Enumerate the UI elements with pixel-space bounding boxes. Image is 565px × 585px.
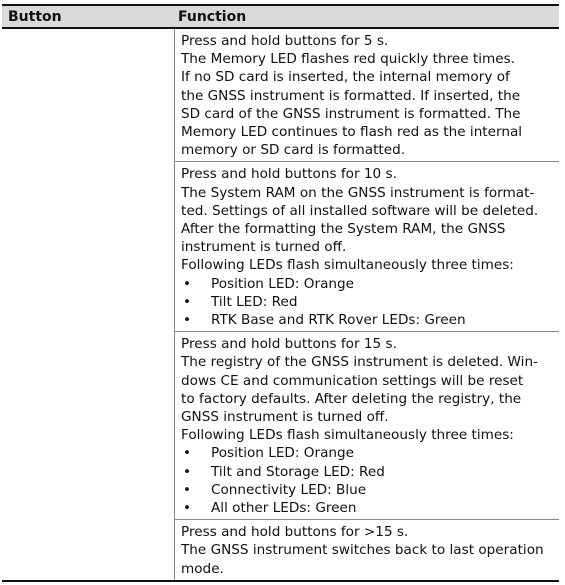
led-bullet-list <box>181 275 555 330</box>
table-row <box>175 162 559 332</box>
function-text-line: The System RAM on the GNSS instrument is format- <box>181 184 535 201</box>
table-row <box>175 520 559 580</box>
function-text-line: instrument is turned off. <box>181 239 347 256</box>
table-row <box>175 332 559 520</box>
table-bottom-rule <box>2 580 559 582</box>
function-text-line: ted. Settings of all installed software will be deleted. <box>181 202 539 219</box>
function-text-line: memory or SD card is formatted. <box>181 142 406 159</box>
led-bullet-item: • Tilt and Storage LED: Red <box>181 463 555 481</box>
header-function: Function <box>178 8 247 25</box>
function-text-line: Following LEDs flash simultaneously three times: <box>181 427 514 444</box>
led-bullet-list <box>181 444 555 517</box>
function-text-line: dows CE and communication settings will be reset <box>181 372 524 389</box>
table-row <box>175 29 559 162</box>
function-text-line: Press and hold buttons for 15 s. <box>181 336 397 353</box>
led-bullet-item: • Position LED: Orange <box>181 444 555 462</box>
function-text-line: The GNSS instrument switches back to last operation <box>181 542 544 559</box>
function-text-line: The registry of the GNSS instrument is deleted. Win- <box>181 354 538 371</box>
function-text-line: SD card of the GNSS instrument is formatted. The <box>181 105 521 122</box>
function-text-line: to factory defaults. After deleting the registry, the <box>181 390 522 407</box>
function-text-line: Press and hold buttons for 5 s. <box>181 33 389 49</box>
function-text-line: Following LEDs flash simultaneously three times: <box>181 257 514 274</box>
table-body <box>2 29 559 580</box>
function-column <box>174 29 559 580</box>
function-text-line: Press and hold buttons for >15 s. <box>181 524 409 541</box>
led-bullet-item: • All other LEDs: Green <box>181 499 555 517</box>
function-text-line: mode. <box>181 560 224 577</box>
table-header <box>2 4 559 29</box>
function-text-line: GNSS instrument is turned off. <box>181 409 389 426</box>
function-text-line: The Memory LED flashes red quickly three times. <box>181 51 516 68</box>
function-text-line: Memory LED continues to flash red as the internal <box>181 124 523 141</box>
header-button: Button <box>8 8 62 25</box>
led-bullet-item: • Position LED: Orange <box>181 275 555 293</box>
led-bullet-item: • RTK Base and RTK Rover LEDs: Green <box>181 311 555 329</box>
function-text-line: Press and hold buttons for 10 s. <box>181 166 397 183</box>
function-table <box>2 4 559 582</box>
function-text-line: If no SD card is inserted, the internal memory of <box>181 69 510 86</box>
function-text-line: the GNSS instrument is formatted. If inserted, the <box>181 87 521 104</box>
led-bullet-item: • Connectivity LED: Blue <box>181 481 555 499</box>
led-bullet-item: • Tilt LED: Red <box>181 293 555 311</box>
button-column <box>2 29 174 580</box>
function-text-line: After the formatting the System RAM, the GNSS <box>181 221 506 238</box>
